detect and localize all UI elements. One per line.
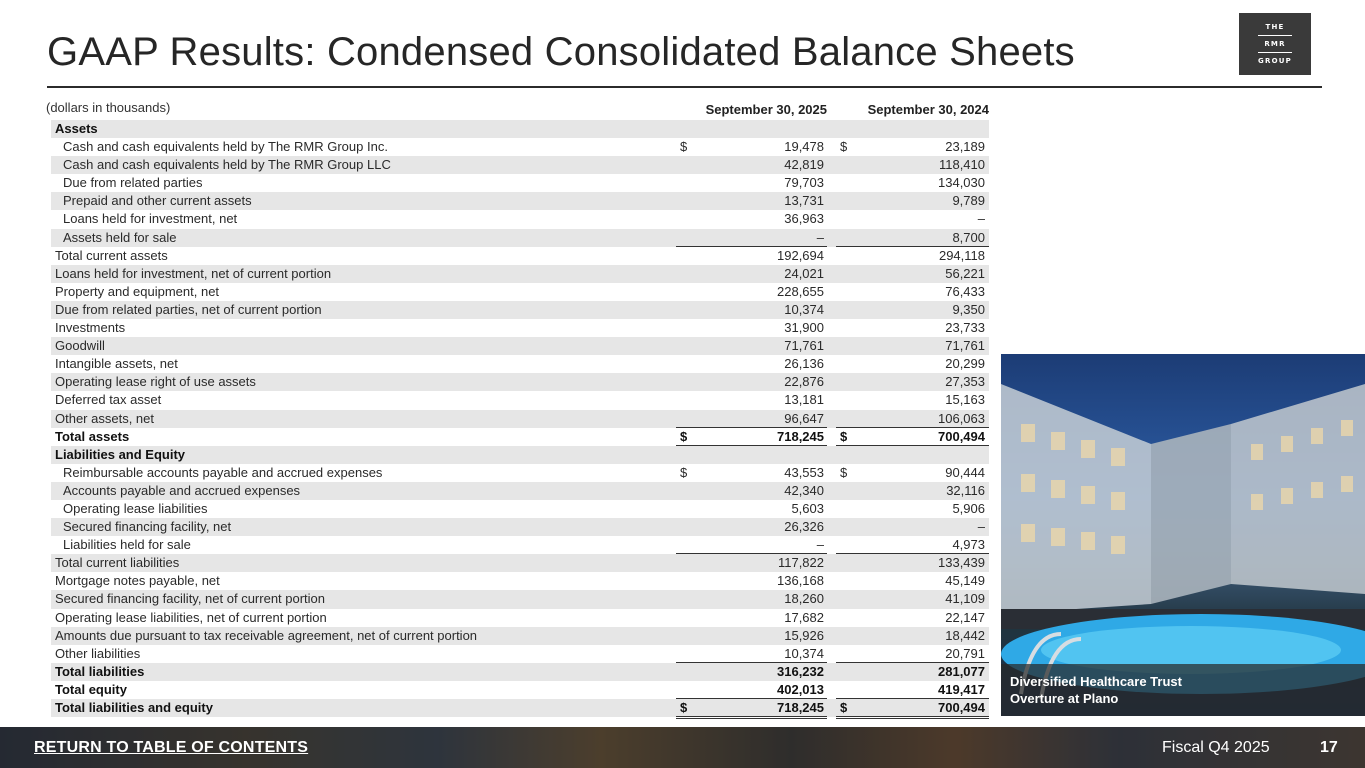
value-2025: – xyxy=(816,537,824,553)
row-label: Due from related parties xyxy=(63,175,203,191)
value-2024: 118,410 xyxy=(938,157,985,173)
row-label: Operating lease right of use assets xyxy=(55,374,256,390)
title-divider xyxy=(47,86,1322,88)
value-2024: 133,439 xyxy=(938,555,985,571)
value-2025: 36,963 xyxy=(784,211,824,227)
value-2024: 18,442 xyxy=(945,627,985,643)
row-label: Investments xyxy=(55,320,126,336)
value-2025: 5,603 xyxy=(791,500,824,516)
value-2025: 718,245 xyxy=(777,428,824,444)
row-label: Total equity xyxy=(55,681,127,697)
table-row xyxy=(51,120,989,138)
table-row xyxy=(51,681,989,699)
value-2024: 20,791 xyxy=(945,645,985,661)
value-2025: 96,647 xyxy=(784,410,824,426)
row-label: Prepaid and other current assets xyxy=(63,193,252,209)
dollar-sign: $ xyxy=(840,464,848,480)
table-row xyxy=(51,247,989,265)
value-2025: 26,326 xyxy=(784,519,824,535)
page-title: GAAP Results: Condensed Consolidated Balance Sheets xyxy=(47,30,1075,74)
subtotal-rule xyxy=(676,427,827,428)
value-2025: 13,731 xyxy=(784,193,824,209)
value-2024: – xyxy=(977,211,985,227)
value-2025: 43,553 xyxy=(784,464,824,480)
table-row xyxy=(51,428,989,446)
value-2025: 402,013 xyxy=(777,681,824,697)
row-label: Total assets xyxy=(55,428,130,444)
subtotal-rule xyxy=(676,698,827,699)
dollar-sign: $ xyxy=(680,464,688,480)
row-label: Reimbursable accounts payable and accrued expenses xyxy=(63,464,383,480)
value-2024: 700,494 xyxy=(938,428,985,444)
value-2024: 8,700 xyxy=(952,229,985,245)
value-2024: 9,789 xyxy=(952,193,985,209)
dollar-sign: $ xyxy=(840,139,848,155)
row-label: Intangible assets, net xyxy=(55,356,178,372)
dollar-sign: $ xyxy=(680,139,688,155)
row-label: Total current liabilities xyxy=(55,555,180,571)
value-2025: 71,761 xyxy=(784,338,824,354)
row-label: Liabilities and Equity xyxy=(55,446,186,462)
value-2025: 18,260 xyxy=(784,591,824,607)
table-row xyxy=(51,355,989,373)
logo-line-group: GROUP xyxy=(1258,57,1292,65)
table-row xyxy=(51,410,989,428)
photo-caption xyxy=(1001,664,1365,716)
value-2024: – xyxy=(977,519,985,535)
row-label: Other assets, net xyxy=(55,410,154,426)
return-to-toc-link[interactable]: RETURN TO TABLE OF CONTENTS xyxy=(34,739,309,756)
subtotal-rule xyxy=(676,246,827,247)
value-2025: 228,655 xyxy=(777,283,824,299)
value-2025: 10,374 xyxy=(784,645,824,661)
logo-line-the: THE xyxy=(1265,23,1285,31)
value-2024: 134,030 xyxy=(938,175,985,191)
row-label: Deferred tax asset xyxy=(55,392,162,408)
logo-rule xyxy=(1258,35,1292,36)
value-2025: – xyxy=(816,229,824,245)
value-2025: 136,168 xyxy=(777,573,824,589)
row-label: Amounts due pursuant to tax receivable agreement, net of current portion xyxy=(55,627,478,643)
value-2024: 27,353 xyxy=(945,374,985,390)
row-label: Mortgage notes payable, net xyxy=(55,573,220,589)
row-label: Operating lease liabilities, net of current portion xyxy=(55,609,327,625)
value-2024: 56,221 xyxy=(945,265,985,281)
value-2024: 45,149 xyxy=(945,573,985,589)
table-row xyxy=(51,663,989,681)
table-row xyxy=(51,283,989,301)
table-row xyxy=(51,446,989,464)
table-row xyxy=(51,536,989,554)
dollar-sign: $ xyxy=(840,700,848,715)
table-row xyxy=(51,554,989,572)
table-row xyxy=(51,500,989,518)
row-label: Assets held for sale xyxy=(63,229,177,245)
dollar-sign: $ xyxy=(680,700,688,715)
row-label: Liabilities held for sale xyxy=(63,537,191,553)
table-row xyxy=(51,391,989,409)
row-label: Total liabilities and equity xyxy=(55,700,213,715)
table-row xyxy=(51,319,989,337)
value-2025: 192,694 xyxy=(777,247,824,263)
table-row xyxy=(51,138,989,156)
row-label: Total liabilities xyxy=(55,663,145,679)
balance-sheet-table xyxy=(51,120,989,717)
table-row xyxy=(51,373,989,391)
dollar-sign: $ xyxy=(680,428,688,444)
value-2025: 117,822 xyxy=(777,555,824,571)
row-label: Property and equipment, net xyxy=(55,283,220,299)
property-photo xyxy=(1001,354,1365,716)
table-row xyxy=(51,210,989,228)
table-row xyxy=(51,464,989,482)
value-2025: 31,900 xyxy=(784,320,824,336)
row-label: Operating lease liabilities xyxy=(63,500,208,516)
total-double-rule xyxy=(836,716,989,719)
value-2024: 32,116 xyxy=(946,482,985,498)
rmr-group-logo xyxy=(1239,13,1311,75)
table-row xyxy=(51,482,989,500)
table-row xyxy=(51,174,989,192)
value-2025: 13,181 xyxy=(784,392,824,408)
logo-rule xyxy=(1258,52,1292,53)
value-2025: 24,021 xyxy=(784,265,824,281)
value-2024: 419,417 xyxy=(938,681,985,697)
table-row xyxy=(51,192,989,210)
table-row xyxy=(51,645,989,663)
table-row xyxy=(51,627,989,645)
value-2025: 79,703 xyxy=(784,175,824,191)
row-label: Loans held for investment, net of current portion xyxy=(55,265,332,281)
value-2024: 76,433 xyxy=(945,283,985,299)
row-label: Other liabilities xyxy=(55,645,141,661)
caption-line-2: Overture at Plano xyxy=(1010,691,1119,706)
value-2024: 700,494 xyxy=(938,700,985,715)
value-2024: 4,973 xyxy=(952,537,985,553)
table-row xyxy=(51,301,989,319)
value-2024: 281,077 xyxy=(938,663,985,679)
row-label: Due from related parties, net of current portion xyxy=(55,301,322,317)
logo-line-rmr: RMR xyxy=(1264,40,1286,48)
table-row xyxy=(51,590,989,608)
value-2024: 106,063 xyxy=(938,410,985,426)
total-double-rule xyxy=(676,716,827,719)
value-2025: 19,478 xyxy=(784,139,824,155)
table-row xyxy=(51,518,989,536)
subtotal-rule xyxy=(836,662,989,663)
value-2025: 42,819 xyxy=(784,157,824,173)
row-label: Goodwill xyxy=(55,338,105,354)
table-row xyxy=(51,699,989,717)
caption-line-1: Diversified Healthcare Trust xyxy=(1010,674,1182,689)
row-label: Accounts payable and accrued expenses xyxy=(63,482,301,498)
table-row xyxy=(51,156,989,174)
value-2025: 10,374 xyxy=(784,301,824,317)
subtotal-rule xyxy=(836,553,989,554)
value-2024: 71,761 xyxy=(945,338,985,354)
value-2024: 90,444 xyxy=(945,464,985,480)
table-row xyxy=(51,229,989,247)
value-2025: 26,136 xyxy=(784,356,824,372)
row-label: Cash and cash equivalents held by The RMR Group LLC xyxy=(63,157,391,173)
subtotal-rule xyxy=(676,553,827,554)
row-label: Secured financing facility, net xyxy=(63,519,232,535)
row-label: Total current assets xyxy=(55,247,168,263)
value-2024: 15,163 xyxy=(945,392,985,408)
table-row xyxy=(51,265,989,283)
value-2024: 9,350 xyxy=(952,301,985,317)
value-2024: 20,299 xyxy=(945,356,985,372)
value-2024: 41,109 xyxy=(945,591,985,607)
value-2024: 23,189 xyxy=(945,139,985,155)
value-2025: 718,245 xyxy=(777,700,824,715)
fiscal-period: Fiscal Q4 2025 xyxy=(1162,739,1270,756)
table-row xyxy=(51,572,989,590)
value-2025: 316,232 xyxy=(777,663,824,679)
column-header-2025: September 30, 2025 xyxy=(676,102,827,121)
value-2024: 22,147 xyxy=(945,609,985,625)
subtotal-rule xyxy=(676,662,827,663)
value-2025: 42,340 xyxy=(784,482,824,498)
value-2024: 5,906 xyxy=(952,500,985,516)
subtotal-rule xyxy=(836,246,989,247)
value-2024: 294,118 xyxy=(938,247,985,263)
table-row xyxy=(51,609,989,627)
value-2025: 22,876 xyxy=(784,374,824,390)
units-note: (dollars in thousands) xyxy=(46,100,171,115)
column-header-2024: September 30, 2024 xyxy=(836,102,989,121)
row-label: Secured financing facility, net of current portion xyxy=(55,591,326,607)
value-2025: 15,926 xyxy=(784,627,824,643)
subtotal-rule xyxy=(836,698,989,699)
table-row xyxy=(51,337,989,355)
value-2025: 17,682 xyxy=(784,609,824,625)
subtotal-rule xyxy=(836,427,989,428)
page-number: 17 xyxy=(1320,739,1338,756)
row-label: Loans held for investment, net xyxy=(63,211,238,227)
apartment-pool-illustration xyxy=(1001,354,1365,716)
row-label: Assets xyxy=(55,121,98,136)
value-2024: 23,733 xyxy=(945,320,985,336)
dollar-sign: $ xyxy=(840,428,848,444)
row-label: Cash and cash equivalents held by The RMR Group Inc. xyxy=(63,139,388,155)
